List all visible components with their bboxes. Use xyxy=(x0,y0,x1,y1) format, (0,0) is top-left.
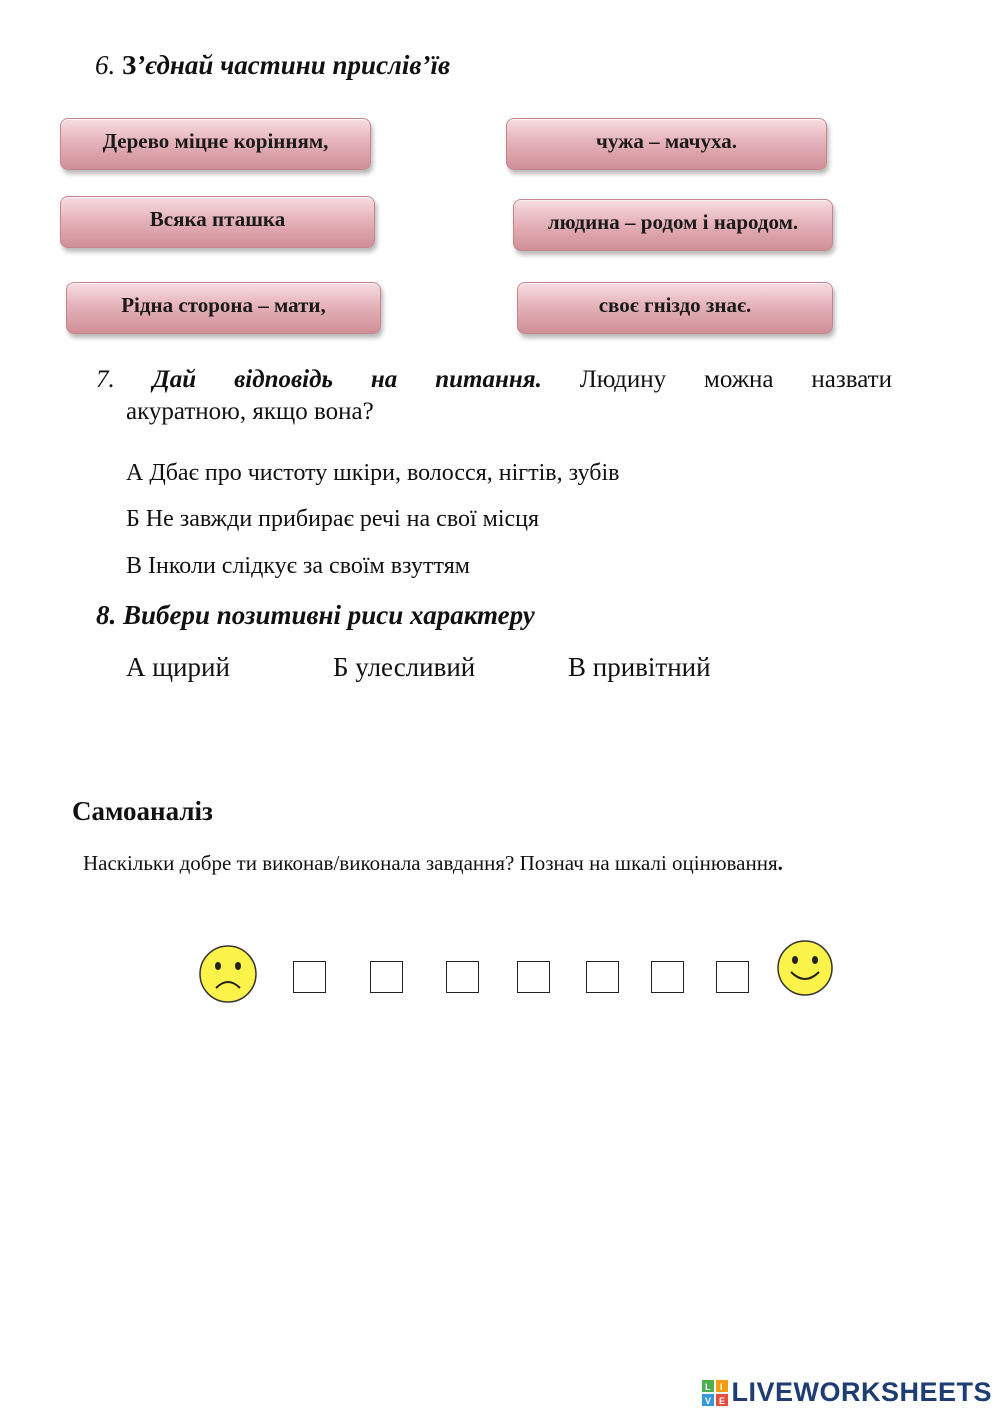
task8-option-b[interactable]: Б улесливий xyxy=(333,652,476,682)
liveworksheets-logo-icon xyxy=(702,1380,728,1406)
svg-text:E: E xyxy=(719,1395,726,1406)
task7-option-a[interactable]: А Дбає про чистоту шкіри, волосся, нігтів, зубів xyxy=(126,460,620,486)
rating-box-2[interactable] xyxy=(370,961,403,993)
match-right-item[interactable]: чужа – мачуха. xyxy=(506,118,827,170)
liveworksheets-logo xyxy=(702,1377,992,1408)
task7-option-c[interactable]: В Інколи слідкує за своїм взуттям xyxy=(126,553,470,579)
task8-option-c[interactable]: В привітний xyxy=(568,652,711,682)
task8-option-a[interactable]: А щирий xyxy=(126,652,230,682)
svg-text:I: I xyxy=(720,1381,724,1392)
rating-box-7[interactable] xyxy=(716,961,749,993)
sad-face-icon xyxy=(197,943,259,1005)
self-analysis-question: Наскільки добре ти виконав/виконала завдання? Познач на шкалі оцінювання. xyxy=(83,851,783,875)
match-right-item[interactable]: людина – родом і народом. xyxy=(513,199,833,251)
match-left-item[interactable]: Рідна сторона – мати, xyxy=(66,282,381,334)
match-right-item[interactable]: своє гніздо знає. xyxy=(517,282,833,334)
task6-title: 6. З’єднай частини прислів’їв xyxy=(95,50,451,80)
svg-text:L: L xyxy=(705,1381,712,1392)
self-analysis-title: Самоаналіз xyxy=(72,796,213,826)
happy-face-icon xyxy=(775,938,835,998)
brand-name: LIVEWORKSHEETS xyxy=(731,1377,992,1407)
match-left-item[interactable]: Всяка пташка xyxy=(60,196,375,248)
match-left-item[interactable]: Дерево міцне корінням, xyxy=(60,118,371,170)
rating-box-6[interactable] xyxy=(651,961,684,993)
rating-box-1[interactable] xyxy=(293,961,326,993)
task7-option-b[interactable]: Б Не завжди прибирає речі на свої місця xyxy=(126,506,540,532)
rating-box-5[interactable] xyxy=(586,961,619,993)
task7-heading: 7. Дай відповідь на питання. Людину можна назвати xyxy=(96,366,892,393)
rating-box-4[interactable] xyxy=(517,961,550,993)
rating-box-3[interactable] xyxy=(446,961,479,993)
task7-question-continued: акуратною, якщо вона? xyxy=(126,398,374,425)
svg-text:V: V xyxy=(705,1395,712,1406)
task8-title: 8. Вибери позитивні риси характеру xyxy=(96,600,535,630)
